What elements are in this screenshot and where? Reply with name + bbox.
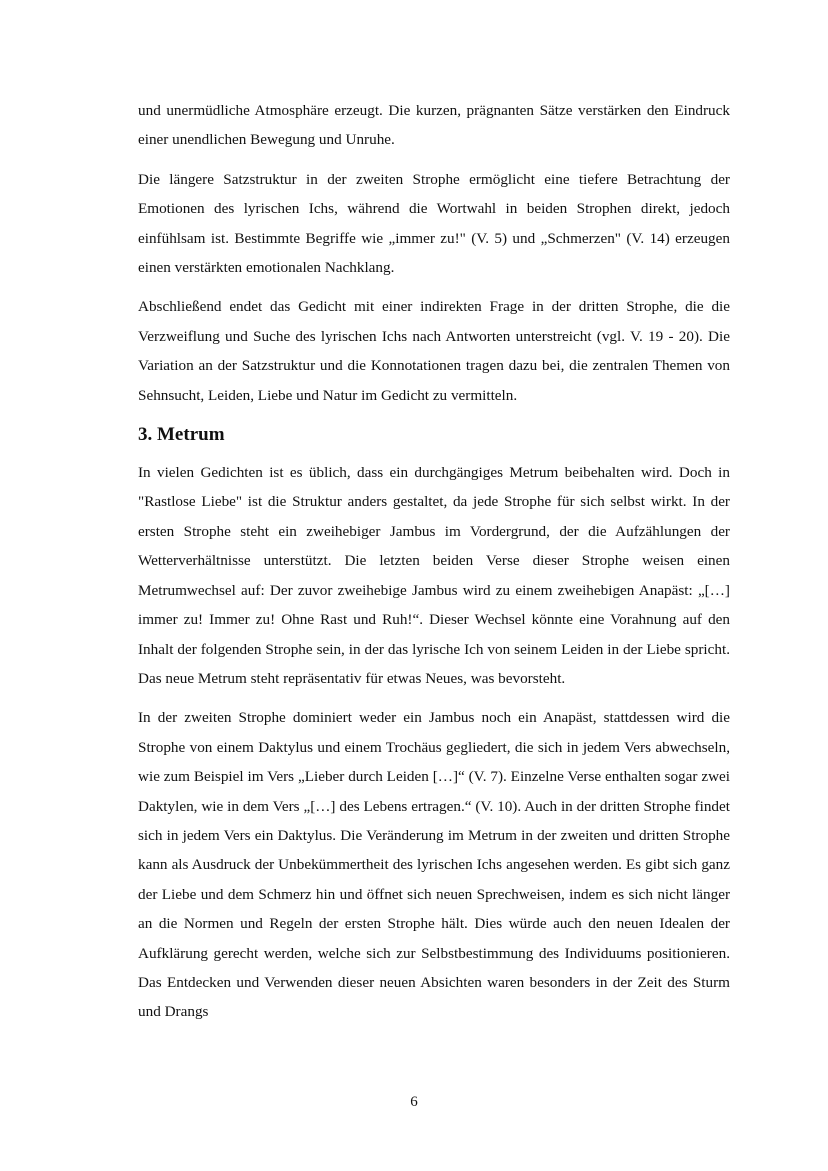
paragraph-sentence-structure: Die längere Satzstruktur in der zweiten Strophe ermöglicht eine tiefere Betrachtung der Emotionen des lyrischen Ichs, während die Wortwahl in beiden Strophen direkt, jedoch einfühlsam ist. Bestimmte Begriffe wie „immer zu!" (V. 5) und „Schmerzen" (V. 14) erzeugen einen verstärkten emotionalen Nachklang. bbox=[138, 170, 730, 277]
paragraph-metrum-second-stanza: In der zweiten Strophe dominiert weder ein Jambus noch ein Anapäst, stattdessen wird die Strophe von einem Daktylus und einem Trochäus gegliedert, die sich in jedem Vers abwechseln, wie zum Beispiel im Vers „Lieber durch Leiden […]“ (V. 7). Einzelne Verse enthalten sogar zwei Daktylen, wie in dem Vers „[…] des Lebens ertragen.“ (V. 10). Auch in der dritten Strophe findet sich in jedem Vers ein Daktylus. Die Veränderung im Metrum in der zweiten und dritten Strophe kann als Ausdruck der Unbekümmertheit des lyrischen Ichs angesehen werden. Es gibt sich ganz der Liebe und dem Schmerz hin und öffnet sich neuen Sprechweisen, indem es sich nicht länger an die Normen und Regeln der ersten Strophe hält. Dies würde auch den neuen Idealen der Aufklärung gerecht werden, welche sich zur Selbstbestimmung des Individuums positionieren. Das Entdecken und Verwenden dieser neuen Absichten waren besonders in der Zeit des Sturm und Drangs bbox=[138, 709, 730, 1021]
page-body bbox=[138, 96, 730, 1037]
page-number: 6 bbox=[410, 1094, 418, 1110]
section-heading-metrum: 3. Metrum bbox=[138, 424, 225, 446]
paragraph-atmosphere: und unermüdliche Atmosphäre erzeugt. Die kurzen, prägnanten Sätze verstärken den Eindruck einer unendlichen Bewegung und Unruhe. bbox=[138, 102, 730, 149]
paragraph-conclusion: Abschließend endet das Gedicht mit einer indirekten Frage in der dritten Strophe, die die Verzweiflung und Suche des lyrischen Ichs nach Antworten unterstreicht (vgl. V. 19 - 20). Die Variation an der Satzstruktur und die Konnotationen tragen dazu bei, die zentralen Themen von Sehnsucht, Leiden, Liebe und Natur im Gedicht zu vermitteln. bbox=[138, 298, 730, 404]
paragraph-metrum-first-stanza: In vielen Gedichten ist es üblich, dass ein durchgängiges Metrum beibehalten wird. Doch in "Rastlose Liebe" ist die Struktur anders gestaltet, da jede Strophe für sich selbst wirkt. In der ersten Strophe steht ein zweihebiger Jambus im Vordergrund, der die Aufzählungen der Wetterverhältnisse unterstützt. Die letzten beiden Verse dieser Strophe weisen einen Metrumwechsel auf: Der zuvor zweihebige Jambus wird zu einem zweihebigen Anapäst: „[…] immer zu! Immer zu! Ohne Rast und Ruh!“. Dieser Wechsel könnte eine Vorahnung auf den Inhalt der folgenden Strophe sein, in der das lyrische Ich von seinem Leiden in der Liebe spricht. Das neue Metrum steht repräsentativ für etwas Neues, was bevorsteht. bbox=[138, 464, 730, 687]
